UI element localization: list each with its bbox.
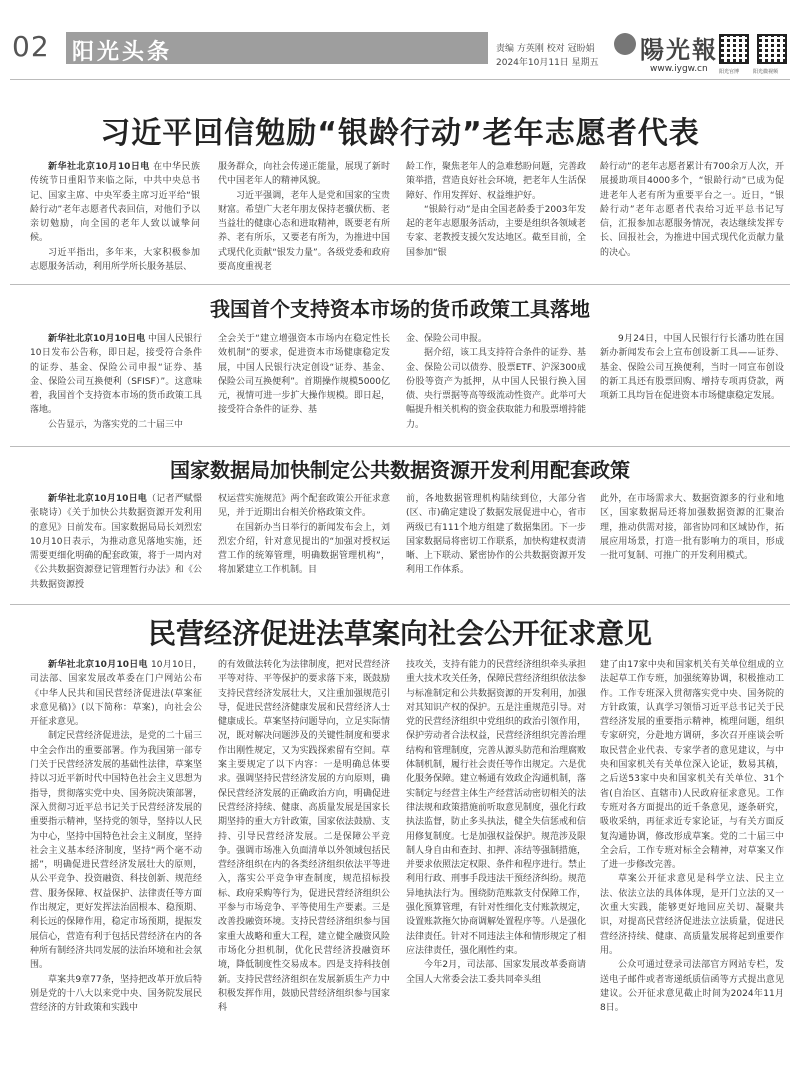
article-headline: 民营经济促进法草案向社会公开征求意见 bbox=[147, 617, 652, 650]
paragraph: 权运营实施规范》两个配套政策公开征求意见，并于近期出台相关价格政策文件。 bbox=[218, 494, 390, 519]
page-number: 02 bbox=[12, 30, 50, 63]
qr-code-icon[interactable] bbox=[719, 34, 749, 64]
paragraph: 在国新办当日举行的新闻发布会上，刘烈宏介绍，针对意见提出的“加强对授权运营工作的统筹管理，明确数据管理机构”，将加紧建立工作机制。目 bbox=[218, 522, 390, 576]
article-rule bbox=[10, 604, 790, 605]
paper-logo-icon bbox=[614, 33, 636, 55]
paragraph: 全会关于“建立增强资本市场内在稳定性长效机制”的要求，促进资本市场健康稳定发展，中国人民银行决定创设“证券、基金、保险公司互换便利”。首期操作规模5000亿元，视情可进一步扩大操作规模。即日起，接受符合条件的证券、基 bbox=[218, 334, 390, 416]
article-column bbox=[600, 658, 784, 1078]
dateline: 新华社北京10月10日电 bbox=[48, 334, 146, 344]
article-rule bbox=[10, 446, 790, 447]
paragraph: 技攻关，支持有能力的民营经济组织牵头承担重大技术攻关任务，保障民营经济组织依法参与标准制定和公共数据资源的开发利用，加强对其知识产权的保护。五是注重规范引导。对党的民营经济组织中党组织的政治引领作用，保护劳动者合法权益，民营经济组织完善治理结构和管理制度，完善从源头防范和治理腐败体制机制，履行社会责任等作出规定。六是优化服务保障。建立畅通有效政企沟通机制，落实制定与经营主体生产经营活动密切相关的法律法规和政策措施前听取意见制度，强化行政执法监督，防止多头执法，健全失信惩戒和信用修复制度。七是加强权益保护。规范涉及限制人身自由和查封、扣押、冻结等强制措施，并要求依照法定权限、条件和程序进行。禁止利用行政、刑事手段违法干预经济纠纷。规范异地执法行为。围绕防范账款支付保障工作，强化预算管理，有针对性细化支付账款规定，设置账款拖欠协商调解处置程序等。八是强化法律责任。针对不同违法主体和情形规定了相应法律责任，强化刚性约束。 bbox=[406, 660, 586, 956]
qr-label: 阳光微视频 bbox=[753, 69, 779, 75]
paragraph: 新华社北京10月10日电 在中华民族传统节日重阳节来临之际，中共中央总书记、国家主席、中央军委主席习近平给“银龄行动”老年志愿者代表回信，对他们予以亲切勉励，向全国的老年人致以诚挚问候。 bbox=[30, 162, 200, 244]
article-headline: 国家数据局加快制定公共数据资源开发利用配套政策 bbox=[170, 458, 630, 482]
paragraph: 9月24日，中国人民银行行长潘功胜在国新办新闻发布会上宣布创设新工具——证券、基金、保险公司互换便利，当时一同宣布创设的新工具还有股票回购、增持专项再贷款，两项新工具均旨在促进资本市场健康稳定发展。 bbox=[600, 334, 784, 402]
article-column bbox=[600, 160, 784, 278]
article-column bbox=[30, 160, 200, 278]
article-column bbox=[600, 492, 784, 596]
paper-name: 陽光報 bbox=[640, 35, 718, 64]
qr-label: 阳光官博 bbox=[719, 69, 740, 75]
article-column bbox=[30, 492, 202, 596]
article-column bbox=[218, 160, 390, 278]
paragraph: 新华社北京10月10日电 中国人民银行10日发布公告称，即日起，接受符合条件的证券、基金、保险公司申报“证券、基金、保险公司互换便利（SFISF）”。这意味着，我国首个支持资本市场的货币政策工具落地。 bbox=[30, 334, 202, 416]
article-column bbox=[218, 492, 390, 596]
qr-code-icon[interactable] bbox=[757, 34, 787, 64]
website-link[interactable]: www.iygw.cn bbox=[650, 64, 708, 74]
paragraph: 习近平强调，老年人是党和国家的宝贵财富。希望广大老年朋友保持老骥伏枥、老当益壮的健康心态和进取精神，既要老有所养、老有所乐，又要老有所为，为推进中国式现代化贡献“银发力量”。各级党委和政府要高度重视老 bbox=[218, 190, 390, 273]
paragraph: 金、保险公司申报。 bbox=[406, 334, 488, 344]
date-line: 2024年10月11日 星期五 bbox=[496, 58, 599, 68]
dateline: 新华社北京10月10日电 bbox=[48, 162, 150, 172]
article-column bbox=[30, 658, 202, 1078]
article-column bbox=[406, 492, 586, 596]
article-column bbox=[218, 332, 390, 440]
article-column bbox=[406, 160, 586, 278]
article-column bbox=[600, 332, 784, 440]
paragraph: 今年2月，司法部、国家发展改革委商请全国人大常委会法工委共同牵头组 bbox=[406, 960, 586, 985]
paragraph: 龄行动”的老年志愿者累计有700余万人次，开展援助项目4000多个，“银龄行动”已成为促进老年人老有所为重要平台之一。近日，“银龄行动”老年志愿者代表给习近平总书记写信，汇报参加志愿服务情况，表达继续发挥专长、回报社会，为推进中国式现代化贡献力量的决心。 bbox=[600, 162, 784, 258]
paragraph: 建了由17家中央和国家机关有关单位组成的立法起草工作专班，加强统筹协调，积极推动工作。工作专班深入贯彻落实党中央、国务院的方针政策，认真学习领悟习近平总书记关于民营经济发展的重要指示精神，梳理问题，组织专家研究，分赴地方调研，多次召开座谈会听取民营企业代表、专家学者的意见建议，与中央和国家机关有关单位深入论证，数易其稿，之后送53家中央和国家机关有关单位、31个省(自治区、直辖市)人民政府征求意见。工作专班对各方面提出的近千条意见，逐条研究，吸收采纳，再征求近专家论证，与有关方面反复沟通协调，修改形成草案。党的二十届三中全会后，工作专班对标全会精神，对草案又作了进一步修改完善。 bbox=[600, 660, 784, 871]
paragraph: 公众可通过登录司法部官方网站专栏，发送电子邮件或者寄递纸质信函等方式提出意见建议。公开征求意见截止时间为2024年11月8日。 bbox=[600, 960, 784, 1014]
paragraph: 此外，在市场需求大、数据资源多的行业和地区，国家数据局还将加强数据资源的汇聚治理，推动供需对接，部省协同和区域协作，拓展应用场景，打造一批有影响力的项目，形成一批可复制、可推广的开发利用模式。 bbox=[600, 494, 784, 562]
paragraph: “银龄行动”是由全国老龄委于2003年发起的老年志愿服务活动，主要是组织各领域老专家、老教授支援欠发达地区。截至目前，全国参加“银 bbox=[406, 204, 586, 258]
article-column bbox=[218, 658, 390, 1078]
paragraph: 新华社北京10月10日电 10月10日，司法部、国家发展改革委在门户网站公布《中华人民共和国民营经济促进法(草案征求意见稿)》(以下简称：草案)，向社会公开征求意见。 bbox=[30, 660, 202, 728]
paragraph: 草案公开征求意见是科学立法、民主立法、依法立法的具体体现，是开门立法的又一次重大实践，能够更好地回应关切、凝聚共识，对提高民营经济促进法立法质量，促进民营经济持续、健康、高质量发展将起到重要作用。 bbox=[600, 874, 784, 956]
dateline: 新华社北京10月10日电 bbox=[48, 494, 147, 504]
paragraph: 制定民营经济促进法，是党的二十届三中全会作出的重要部署。作为我国第一部专门关于民营经济发展的基础性法律，草案坚持以习近平新时代中国特色社会主义思想为指导，贯彻落实党中央、国务院决策部署，深入贯彻习近平总书记关于民营经济发展的重要指示精神，坚持党的领导，坚持以人民为中心，坚持中国特色社会主义制度，坚持社会主义基本经济制度，坚持“两个毫不动摇”，明确促进民营经济发展壮大的原则，从公平竞争、投资融资、科技创新、规范经营、服务保障、权益保护、法律责任等方面作出规定，更好发挥法治固根本、稳预期、利长远的保障作用，稳定市场预期，提振发展信心，营造有利于包括民营经济在内的各种所有制经济共同发展的法治环境和社会氛围。 bbox=[30, 731, 202, 971]
article-headline: 我国首个支持资本市场的货币政策工具落地 bbox=[210, 297, 590, 321]
paragraph: 习近平指出，多年来，大家积极参加志愿服务活动，利用所学所长服务基层、 bbox=[30, 247, 200, 273]
dateline: 新华社北京10月10日电 bbox=[48, 660, 148, 670]
editors-line: 责编 方英刚 校对 冠盼娟 bbox=[496, 44, 595, 54]
paragraph: 龄工作，聚焦老年人的急难愁盼问题，完善政策举措，营造良好社会环境，把老年人生活保障好、作用发挥好、权益维护好。 bbox=[406, 162, 586, 201]
paragraph: 新华社北京10月10日电（记者严赋憬 张晓诗）《关于加快公共数据资源开发利用的意见》日前发布。国家数据局局长刘烈宏10月10日表示，为推动意见落地实施，还需要更细化明确的配套政策，将于一周内对《公共数据资源登记管理暂行办法》和《公共数据资源授 bbox=[30, 494, 202, 590]
paragraph: 的有效做法转化为法律制度，把对民营经济平等对待、平等保护的要求落下来，既鼓励支持民营经济发展壮大，又注重加强规范引导，促进民营经济健康发展和民营经济人士健康成长。草案坚持问题导向，立足实际情况，既对解决问题涉及的关键性制度和要求作出刚性规定，又为实践探索留有空间。草案主要规定了以下内容：一是明确总体要求。强调坚持民营经济发展的方向原则，确保民营经济发展的正确政治方向，明确促进民营经济持续、健康、高质量发展是国家长期坚持的重大方针政策，国家依法鼓励、支持、引导民营经济发展。二是保障公平竞争。强调市场准入负面清单以外领域包括民营经济组织在内的各类经济组织依法平等进入，落实公平竞争审查制度，规范招标投标、政府采购等行为，促进民营经济组织公平参与市场竞争、平等使用生产要素。三是改善投融资环境。支持民营经济组织参与国家重大战略和重大工程，建立健全融资风险市场化分担机制，优化民营经济投融资环境，降低制度性交易成本。四是支持科技创新。支持民营经济组织在发展新质生产力中积极发挥作用，鼓励民营经济组织参与国家科 bbox=[218, 660, 390, 1014]
paragraph: 草案共9章77条，坚持把改革开放后特别是党的十八大以来党中央、国务院发展民营经济的方针政策和实践中 bbox=[30, 974, 202, 1014]
masthead bbox=[0, 0, 800, 80]
section-title: 阳光头条 bbox=[72, 40, 173, 65]
paragraph: 据介绍，该工具支持符合条件的证券、基金、保险公司以债券、股票ETF、沪深300成份股等资产为抵押，从中国人民银行换入国债、央行票据等高等级流动性资产。此举可大幅提升相关机构的资金获取能力和股票增持能力。 bbox=[406, 348, 586, 430]
article-rule bbox=[10, 284, 790, 285]
article-column bbox=[406, 658, 586, 1078]
paragraph: 服务群众，向社会传递正能量，展现了新时代中国老年人的精神风貌。 bbox=[218, 162, 390, 187]
paragraph: 前，各地数据管理机构陆续到位，大部分省(区、市)确定建设了数据发展促进中心，省市两级已有111个地方组建了数据集团。下一步国家数据局将密切工作联系，加快构建权责清晰、上下联动、紧密协作的公共数据资源开发利用工作体系。 bbox=[406, 494, 586, 576]
header-rule bbox=[10, 79, 790, 80]
article-headline: 习近平回信勉励“银龄行动”老年志愿者代表 bbox=[100, 116, 700, 151]
article-column bbox=[30, 332, 202, 440]
paragraph: 公告显示，为落实党的二十届三中 bbox=[48, 419, 184, 430]
article-column bbox=[406, 332, 586, 440]
